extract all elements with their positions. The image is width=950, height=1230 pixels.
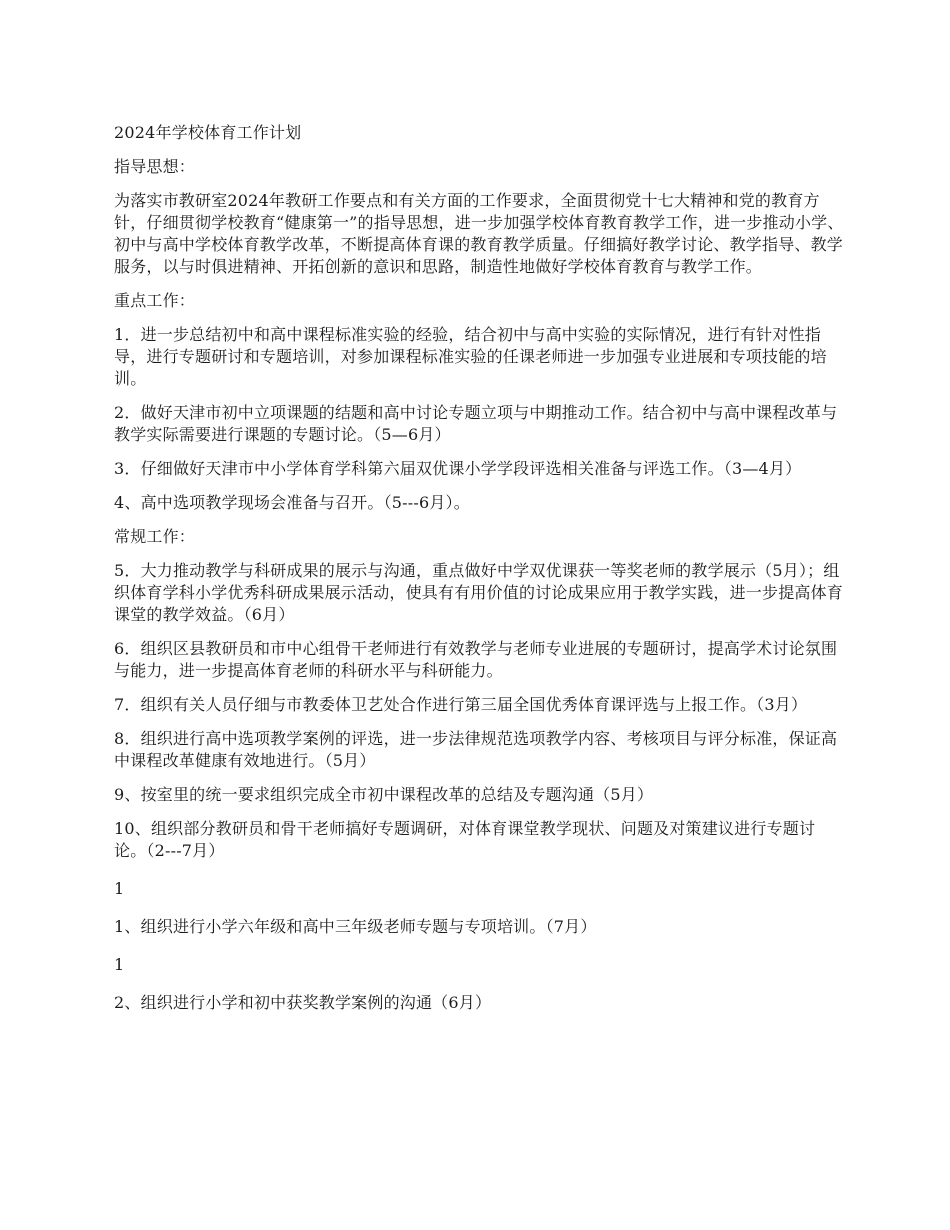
key-item-3: 3．仔细做好天津市中小学体育学科第六届双优课小学学段评选相关准备与评选工作。（3—4月） (114, 459, 802, 478)
document-title: 2024年学校体育工作计划 (114, 123, 302, 142)
key-item-1: 1．进一步总结初中和高中课程标准实验的经验，结合初中与高中实验的实际情况，进行有针对性指导，进行专题研讨和专题培训，对参加课程标准实验的任课老师进一步加强专业进展和专项技能的培训。 (114, 325, 827, 388)
guiding-heading: 指导思想： (114, 157, 196, 176)
key-item-2: 2．做好天津市初中立项课题的结题和高中讨论专题立项与中期推动工作。结合初中与高中课程改革与教学实际需要进行课题的专题讨论。（5—6月） (114, 403, 838, 444)
key-work-heading: 重点工作： (114, 291, 196, 310)
routine-work-heading: 常规工作： (114, 527, 196, 546)
document-page (114, 122, 844, 1026)
guiding-paragraph: 为落实市教研室2024年教研工作要点和有关方面的工作要求，全面贯彻党十七大精神和党的教育方针，仔细贯彻学校教育“健康第一”的指导思想，进一步加强学校体育教育教学工作，进一步推动小学、初中与高中学校体育教学改革，不断提高体育课的教育教学质量。仔细搞好教学讨论、教学指导、教学服务，以与时俱进精神、开拓创新的意识和思路，制造性地做好学校体育教育与教学工作。 (114, 191, 844, 276)
routine-item-10: 10、组织部分教研员和骨干老师搞好专题调研，对体育课堂教学现状、问题及对策建议进行专题讨论。（2---7月） (114, 819, 816, 860)
routine-item-6: 6．组织区县教研员和市中心组骨干老师进行有效教学与老师专业进展的专题研讨，提高学术讨论氛围与能力，进一步提高体育老师的科研水平与科研能力。 (114, 639, 838, 680)
routine-item-7: 7．组织有关人员仔细与市教委体卫艺处合作进行第三届全国优秀体育课评选与上报工作。（3月） (114, 695, 808, 714)
tail-number-1: 1 (114, 879, 125, 898)
routine-item-5: 5．大力推动教学与科研成果的展示与沟通，重点做好中学双优课获一等奖老师的教学展示（5月）；组织体育学科小学优秀科研成果展示活动，使具有有用价值的讨论成果应用于教学实践，进一步提高体育课堂的教学效益。（6月） (114, 561, 844, 624)
routine-item-8: 8．组织进行高中选项教学案例的评选，进一步法律规范选项教学内容、考核项目与评分标准，保证高中课程改革健康有效地进行。（5月） (114, 729, 838, 770)
routine-item-9: 9、按室里的统一要求组织完成全市初中课程改革的总结及专题沟通（5月） (114, 785, 654, 804)
tail-item-2: 2、组织进行小学和初中获奖教学案例的沟通（6月） (114, 993, 492, 1012)
tail-number-2: 1 (114, 955, 125, 974)
key-item-4: 4、高中选项教学现场会准备与召开。（5---6月）。 (114, 493, 470, 512)
tail-item-1: 1、组织进行小学六年级和高中三年级老师专题与专项培训。（7月） (114, 917, 597, 936)
